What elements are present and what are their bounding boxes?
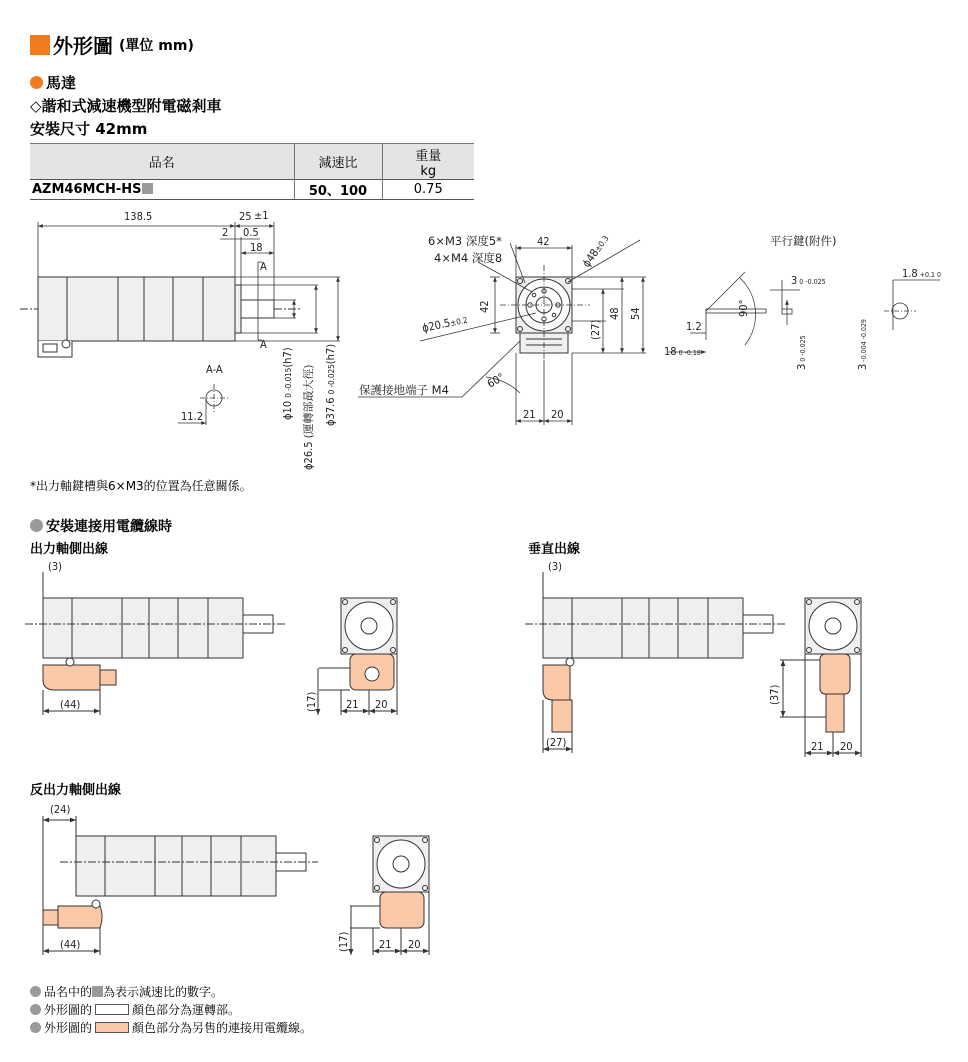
- col-weight: 重量 kg: [382, 144, 474, 180]
- svg-text:ϕ48±0.3: ϕ48±0.3: [579, 233, 611, 270]
- mount-size-heading: 安裝尺寸 42mm: [30, 120, 148, 138]
- bullet-icon: [30, 986, 41, 997]
- dim-48: [608, 307, 621, 320]
- dim-1-2: 1.2: [686, 320, 702, 333]
- dim-60-deg: [485, 371, 507, 391]
- dim-25-tol: ±1: [254, 209, 269, 222]
- footnote-2: 外形圖的 顏色部分為運轉部。: [30, 1001, 240, 1018]
- svg-text:48: 48: [608, 307, 621, 320]
- dim-42-top: 42: [537, 235, 550, 248]
- reverse-side-cable-view: [43, 816, 318, 955]
- svg-text:30 -0.025: 30 -0.025: [795, 335, 808, 370]
- vertical-label: 垂直出線: [528, 542, 581, 557]
- dim-3-keyway: [856, 319, 869, 370]
- dim-44-output: (44): [60, 698, 81, 711]
- dim-20-vertical: 20: [840, 740, 853, 753]
- dim-18-key: 18 0 -0.18: [664, 345, 701, 358]
- dim-42-left: [478, 300, 491, 313]
- unit-label: (單位 mm): [119, 37, 194, 54]
- dim-20: 20: [551, 408, 564, 421]
- dim-138-5: 138.5: [124, 210, 153, 223]
- orange-swatch: [95, 1022, 129, 1033]
- dim-3-key-side: [795, 335, 808, 370]
- note-m4-holes: 4×M4 深度8: [434, 251, 503, 265]
- col-ratio: 減速比: [294, 144, 382, 180]
- svg-text:ϕ10 0 -0.015(h7): ϕ10 0 -0.015(h7): [281, 347, 294, 420]
- dim-44-reverse: (44): [60, 938, 81, 951]
- weight-cell: 0.75: [382, 180, 474, 200]
- dim-90-deg: [737, 299, 750, 317]
- col-model: 品名: [30, 144, 294, 180]
- dim-11-2: 11.2: [181, 410, 204, 423]
- dim-phi26-5: [301, 364, 315, 470]
- section-a-a-label: A-A: [206, 363, 223, 376]
- ground-terminal-label: 保護接地端子 M4: [359, 383, 449, 397]
- svg-text:(17): (17): [305, 691, 318, 712]
- dim-25: 25: [239, 210, 252, 223]
- dim-21-vertical: 21: [811, 740, 824, 753]
- page-title: 外形圖: [53, 34, 113, 58]
- svg-text:(17): (17): [337, 931, 350, 952]
- motor-heading: 馬達: [30, 72, 76, 93]
- dim-17-reverse: [337, 932, 350, 952]
- dim-27: [589, 320, 602, 340]
- gear-type-heading: ◇諧和式減速機型附電磁剎車: [30, 97, 222, 115]
- footnote-1: 品名中的 為表示減速比的數字。: [30, 983, 223, 1000]
- vertical-front-view: [780, 598, 861, 757]
- front-view-dimensions: [358, 240, 646, 425]
- dim-20-reverse: 20: [408, 938, 421, 951]
- bullet-icon: [30, 1004, 41, 1015]
- model-cell: AZM46MCH-HS: [30, 180, 294, 200]
- svg-text:90°: 90°: [737, 299, 750, 317]
- bullet-icon: [30, 519, 43, 532]
- svg-text:60°: 60°: [485, 370, 507, 391]
- svg-text:ϕ20.5±0.2: ϕ20.5±0.2: [420, 315, 469, 335]
- dim-37-vertical: [768, 685, 781, 705]
- dim-phi20-5: [421, 313, 469, 335]
- dim-1-8: 1.8 +0.1 0: [902, 267, 942, 280]
- svg-text:3-0.004 -0.029: 3-0.004 -0.029: [856, 319, 869, 370]
- section-mark-a-top: A: [260, 260, 267, 273]
- dim-54: [629, 307, 642, 320]
- dim-3-vertical: (3): [548, 560, 563, 573]
- svg-text:ϕ37.6 0 -0.025(h7): ϕ37.6 0 -0.025(h7): [324, 343, 337, 426]
- dim-27-vertical: (27): [546, 736, 567, 749]
- ratio-placeholder-icon: [92, 986, 103, 997]
- ratio-cell: 50、100: [294, 180, 382, 200]
- dim-phi37-6: [324, 344, 337, 426]
- svg-text:(37): (37): [768, 684, 781, 705]
- svg-text:(27): (27): [589, 319, 602, 340]
- dim-2: 2: [222, 226, 229, 239]
- dim-0-5: 0.5: [243, 226, 259, 239]
- dim-21: 21: [523, 408, 536, 421]
- section-mark-a-bottom: A: [260, 338, 267, 351]
- dim-3-key-top: 3 0 -0.025: [791, 274, 826, 287]
- dim-20-output: 20: [375, 698, 388, 711]
- key-title: 平行鍵(附件): [770, 234, 837, 248]
- dim-21-output: 21: [346, 698, 359, 711]
- reverse-side-label: 反出力軸側出線: [30, 783, 122, 798]
- svg-text:ϕ26.5 (運轉部最大徑): ϕ26.5 (運轉部最大徑): [302, 364, 315, 470]
- bullet-icon: [30, 1022, 41, 1033]
- vertical-cable-view: [525, 572, 785, 753]
- cable-section-heading: 安裝連接用電纜線時: [30, 516, 172, 536]
- svg-text:42: 42: [478, 300, 491, 313]
- dim-phi48: [580, 232, 612, 269]
- footnote-3: 外形圖的 顏色部分為另售的連接用電纜線。: [30, 1019, 312, 1036]
- svg-text:54: 54: [629, 307, 642, 320]
- dim-18: 18: [250, 241, 263, 254]
- output-side-label: 出力軸側出線: [30, 542, 109, 557]
- note-m3-holes: 6×M3 深度5*: [428, 234, 502, 248]
- dim-24-reverse: (24): [50, 803, 71, 816]
- key-position-note: *出力軸鍵槽與6×M3的位置為任意關係。: [30, 479, 252, 493]
- dim-21-reverse: 21: [379, 938, 392, 951]
- dim-17-output: [305, 692, 318, 712]
- output-side-cable-view: [25, 572, 285, 715]
- white-swatch: [95, 1004, 129, 1015]
- dim-3-output: (3): [48, 560, 63, 573]
- dim-phi10: [281, 347, 294, 420]
